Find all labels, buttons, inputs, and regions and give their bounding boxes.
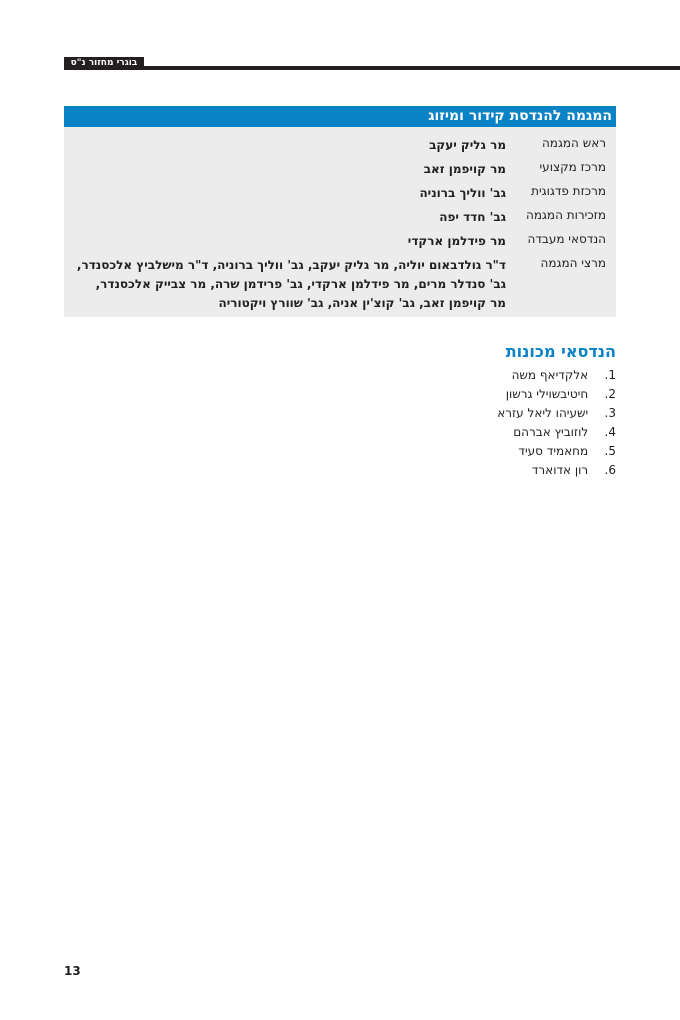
row-person: מר קויפמן זאב xyxy=(423,162,506,176)
list-item xyxy=(497,461,616,480)
list-item xyxy=(497,442,616,461)
item-name: ישעיהו ליאל עזרא xyxy=(497,406,589,420)
section-title: הנדסאי מכונות xyxy=(505,342,616,361)
list-item xyxy=(497,366,616,385)
lecturers-line: ד"ר גולדבאום יוליה, מר גליק יעקב, גב' ווליך ברוניה, ד"ר מישלביץ אלכסנדר, xyxy=(76,258,506,272)
list-item xyxy=(497,404,616,423)
lecturers-line: מר קויפמן זאב, גב' קוצ'ין אניה, גב' שוורץ ויקטוריה xyxy=(218,296,506,310)
list-item xyxy=(497,423,616,442)
item-name: מחאמיד סעיד xyxy=(518,444,589,458)
graduates-list xyxy=(497,366,616,480)
committee-title: המגמה להנדסת קידור ומיזוג xyxy=(64,106,616,127)
item-number: 5. xyxy=(604,444,616,458)
item-name: אלקדיאף משה xyxy=(511,368,589,382)
header-rule xyxy=(64,66,680,70)
row-person: מר פידלמן ארקדי xyxy=(407,234,506,248)
item-name: לוזוביץ אברהם xyxy=(513,425,589,439)
row-person: גב' חדד יפה xyxy=(439,210,506,224)
lecturers-line: גב' סנדלר מרים, מר פידלמן ארקדי, גב' פרידמן שרה, מר צבייק אלכסנדר, xyxy=(95,277,506,291)
row-role: מזכירות המגמה xyxy=(525,208,606,222)
lecturers-list xyxy=(66,256,506,313)
row-role: ראש המגמה xyxy=(541,136,606,150)
item-number: 2. xyxy=(604,387,616,401)
row-role: מרצי המגמה xyxy=(540,256,606,270)
row-role: הנדסאי מעבדה xyxy=(527,232,606,246)
row-role: מרכזת פדגוגית xyxy=(531,184,606,198)
item-name: חיטיבשוילי גרשון xyxy=(505,387,589,401)
item-number: 6. xyxy=(604,463,616,477)
committee-table xyxy=(64,106,616,317)
item-number: 1. xyxy=(604,368,616,382)
item-number: 4. xyxy=(604,425,616,439)
list-item xyxy=(497,385,616,404)
item-name: רון אדוארד xyxy=(531,463,589,477)
header-tag: בוגרי מחזור נ"ס xyxy=(64,57,144,70)
item-number: 3. xyxy=(604,406,616,420)
row-role: מרכז מקצועי xyxy=(539,160,606,174)
page-number: 13 xyxy=(64,964,81,978)
row-person: גב' ווליך ברוניה xyxy=(419,186,506,200)
row-person: מר גליק יעקב xyxy=(429,138,506,152)
